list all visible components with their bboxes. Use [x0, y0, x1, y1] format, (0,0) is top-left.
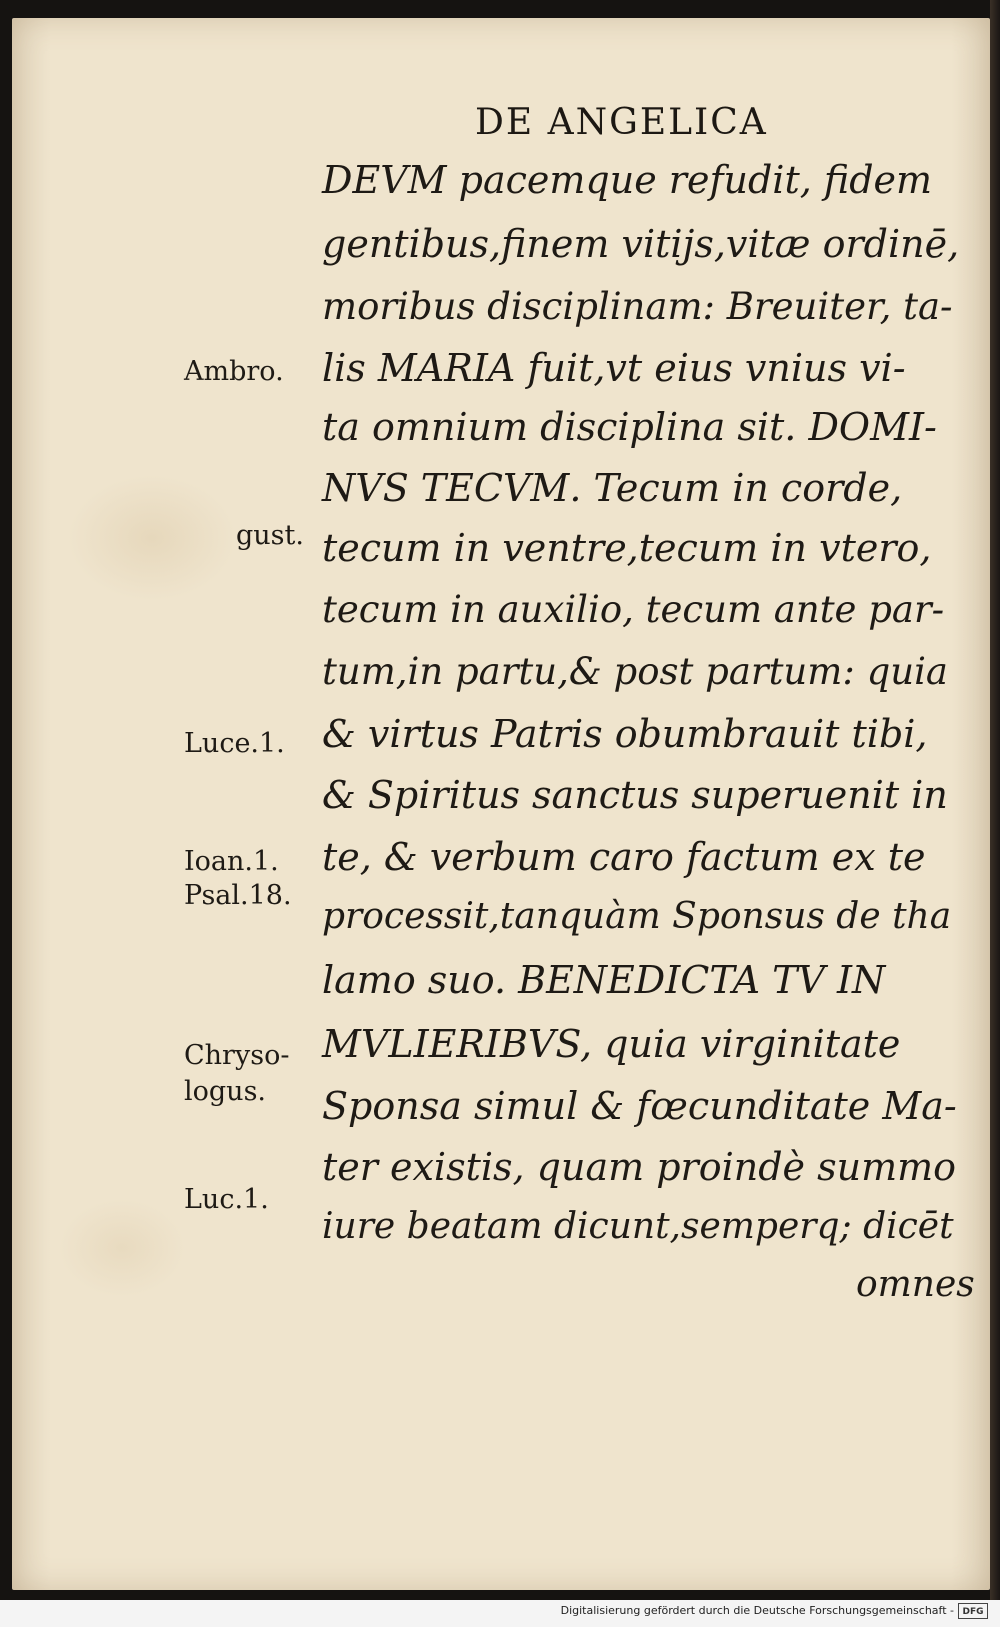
marginal-note: gust. [236, 520, 304, 551]
text-line: tecum in ventre,tecum in vtero, [322, 526, 932, 570]
text-line: te, & verbum caro factum ex te [322, 835, 926, 879]
text-line: lis MARIA fuit,vt eius vnius vi- [322, 346, 906, 390]
dfg-logo: DFG [958, 1603, 988, 1619]
funding-credit: Digitalisierung gefördert durch die Deutsche Forschungsgemeinschaft - [560, 1604, 954, 1617]
marginal-note: Ambro. [184, 356, 284, 387]
marginal-note: Luce.1. [184, 728, 285, 759]
text-line: & Spiritus sanctus superuenit in [322, 773, 948, 817]
text-line: ta omnium disciplina sit. DOMI- [322, 405, 937, 449]
marginal-note: Chryso- [184, 1040, 290, 1071]
running-header: DE ANGELICA [475, 102, 768, 143]
text-line: tum,in partu,& post partum: quia [322, 650, 948, 693]
text-line: gentibus,finem vitijs,vitæ ordinē, [322, 222, 960, 266]
text-line: Sponsa simul & fœcunditate Ma- [322, 1084, 957, 1128]
text-line: lamo suo. BENEDICTA TV IN [322, 958, 886, 1002]
text-line: ter existis, quam proindè summo [322, 1145, 957, 1189]
text-line: NVS TECVM. Tecum in corde, [322, 466, 903, 510]
marginal-note: Ioan.1. [184, 846, 279, 877]
text-line: moribus disciplinam: Breuiter, ta- [322, 285, 953, 328]
catchword: omnes [856, 1264, 975, 1305]
text-line: MVLIERIBVS, quia virginitate [322, 1022, 901, 1066]
marginal-note: Psal.18. [184, 880, 292, 911]
text-line: & virtus Patris obumbrauit tibi, [322, 712, 928, 756]
text-line: DEVM pacemque refudit, fidem [322, 158, 933, 202]
book-edge [990, 0, 1000, 1600]
text-line: processit,tanquàm Sponsus de tha [322, 896, 952, 937]
text-line: iure beatam dicunt,semperq; dicēt [322, 1206, 954, 1247]
text-line: tecum in auxilio, tecum ante par- [322, 588, 945, 631]
marginal-note: logus. [184, 1076, 267, 1107]
marginal-note: Luc.1. [184, 1184, 269, 1215]
